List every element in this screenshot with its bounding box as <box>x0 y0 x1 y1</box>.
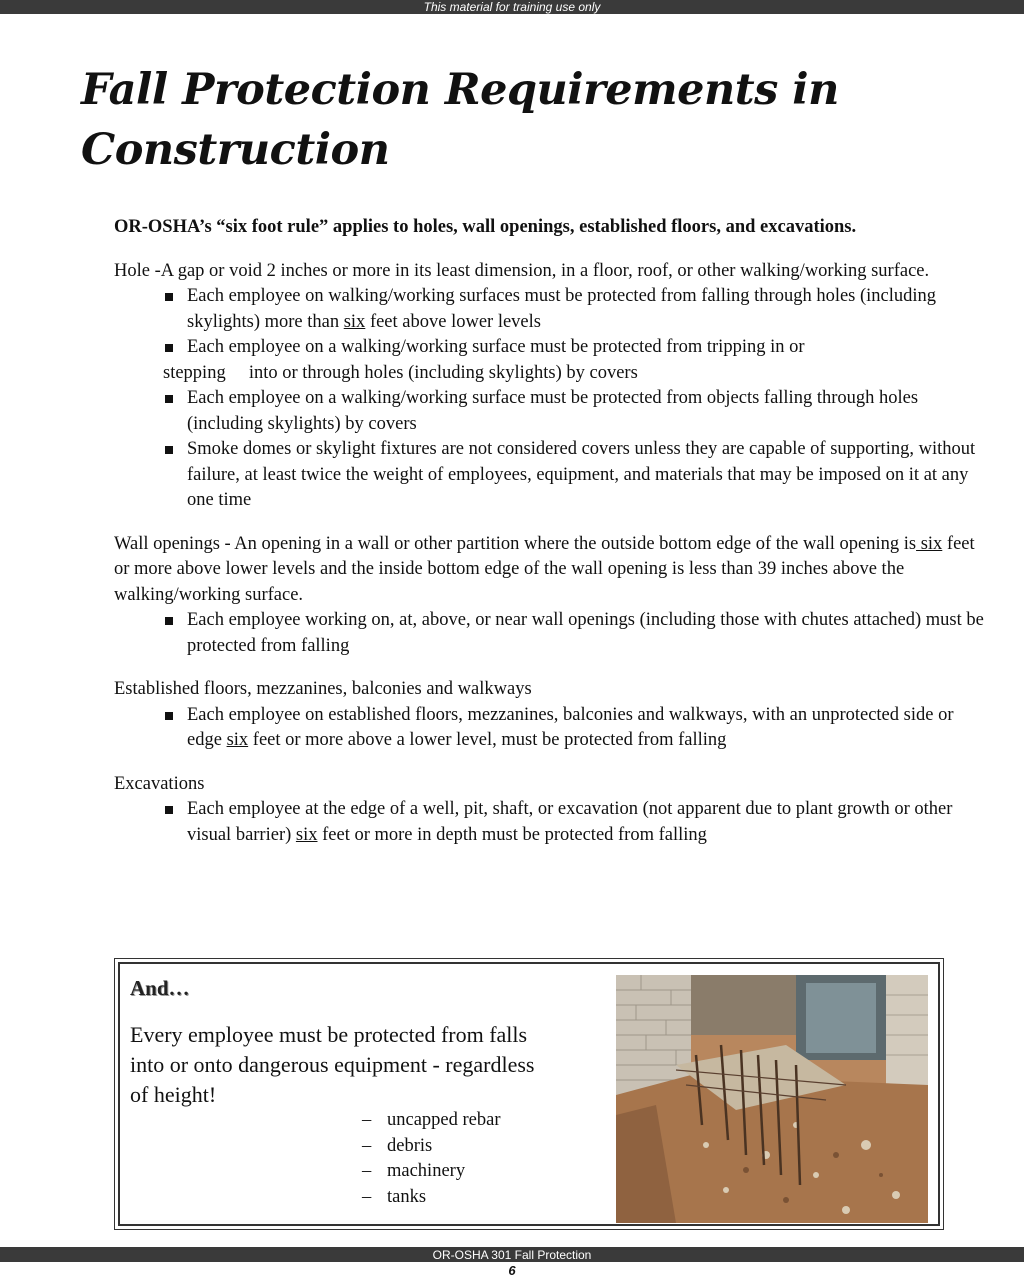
underlined-six: six <box>226 730 249 750</box>
list-item: – machinery <box>362 1159 501 1185</box>
list-item: Each employee on established floors, mezzanines, balconies and walkways, with an unprotected side or edge six feet or more above a lower level, must be protected from falling <box>114 703 984 754</box>
bullet-square-icon <box>165 446 173 454</box>
bullet-square-icon <box>165 806 173 814</box>
lead-statement: OR-OSHA’s “six foot rule” applies to holes, wall openings, established floors, and excavations. <box>114 217 857 237</box>
holes-definition: Hole -A gap or void 2 inches or more in its least dimension, in a floor, roof, or other walking/working surface. <box>114 260 930 281</box>
dash-icon: – <box>362 1135 372 1156</box>
callout-box <box>114 958 944 1230</box>
list-item: Each employee on a walking/working surface must be protected from objects falling through holes (including skylights) by covers <box>114 386 984 437</box>
list-item: – tanks <box>362 1185 501 1211</box>
page-number: 6 <box>508 1263 516 1278</box>
dash-icon: – <box>362 1186 372 1207</box>
list-item: – uncapped rebar <box>362 1108 501 1134</box>
list-item: – debris <box>362 1134 501 1160</box>
construction-site-image <box>616 975 928 1223</box>
bullet-square-icon <box>165 617 173 625</box>
hazard-list <box>362 1108 501 1210</box>
list-item-continuation: stepping into or through holes (including skylights) by covers <box>163 362 638 383</box>
wall-openings-bullets <box>114 608 984 659</box>
established-floors-section <box>114 677 984 754</box>
bullet-square-icon <box>165 293 173 301</box>
dash-icon: – <box>362 1161 372 1181</box>
wall-openings-section <box>114 532 984 660</box>
bullet-square-icon <box>165 395 173 403</box>
list-item: Each employee on walking/working surfaces must be protected from falling through holes (including skylights) more than six feet above lower levels <box>114 284 984 335</box>
excavations-heading: Excavations <box>114 773 205 794</box>
main-content <box>114 215 984 866</box>
bottom-banner <box>0 1247 1024 1262</box>
callout-text: Every employee must be protected from falls into or onto dangerous equipment - regardless of height! <box>130 1022 535 1107</box>
bullet-square-icon <box>165 712 173 720</box>
underlined-six: six <box>295 824 318 845</box>
callout-inner-border <box>118 962 940 1226</box>
dash-icon: – <box>362 1110 372 1130</box>
excavations-section <box>114 772 984 849</box>
list-item: Each employee working on, at, above, or near wall openings (including those with chutes attached) must be protected from falling <box>114 608 984 659</box>
excavations-bullets <box>114 797 984 848</box>
top-banner <box>0 0 1024 14</box>
holes-section <box>114 259 984 514</box>
list-item: Smoke domes or skylight fixtures are not considered covers unless they are capable of supporting, without failure, at least twice the weight of employees, equipment, and materials that may be imposed on it at any one time <box>114 437 984 514</box>
underlined-six: six <box>343 311 366 332</box>
list-item: Each employee on a walking/working surface must be protected from tripping in or <box>114 335 984 361</box>
list-item: Each employee at the edge of a well, pit, shaft, or excavation (not apparent due to plant growth or other visual barrier) six feet or more in depth must be protected from falling <box>114 797 984 848</box>
wall-openings-definition: Wall openings - An opening in a wall or other partition where the outside bottom edge of the wall opening is six feet or more above lower levels and the inside bottom edge of the wall opening is less than 39 inches above the walking/working surface. <box>114 533 975 605</box>
course-label: OR-OSHA 301 Fall Protection <box>432 1248 592 1262</box>
banner-text: This material for training use only <box>423 0 601 14</box>
underlined-six: six <box>916 533 943 554</box>
rebar-excavation-photo <box>616 975 928 1223</box>
established-floors-heading: Established floors, mezzanines, balconies and walkways <box>114 679 532 699</box>
page-title: Fall Protection Requirements in Construction <box>81 65 839 175</box>
established-floors-bullets <box>114 703 984 754</box>
bullet-square-icon <box>165 344 173 352</box>
holes-bullets <box>114 284 984 514</box>
callout-heading: And… <box>130 976 190 1000</box>
